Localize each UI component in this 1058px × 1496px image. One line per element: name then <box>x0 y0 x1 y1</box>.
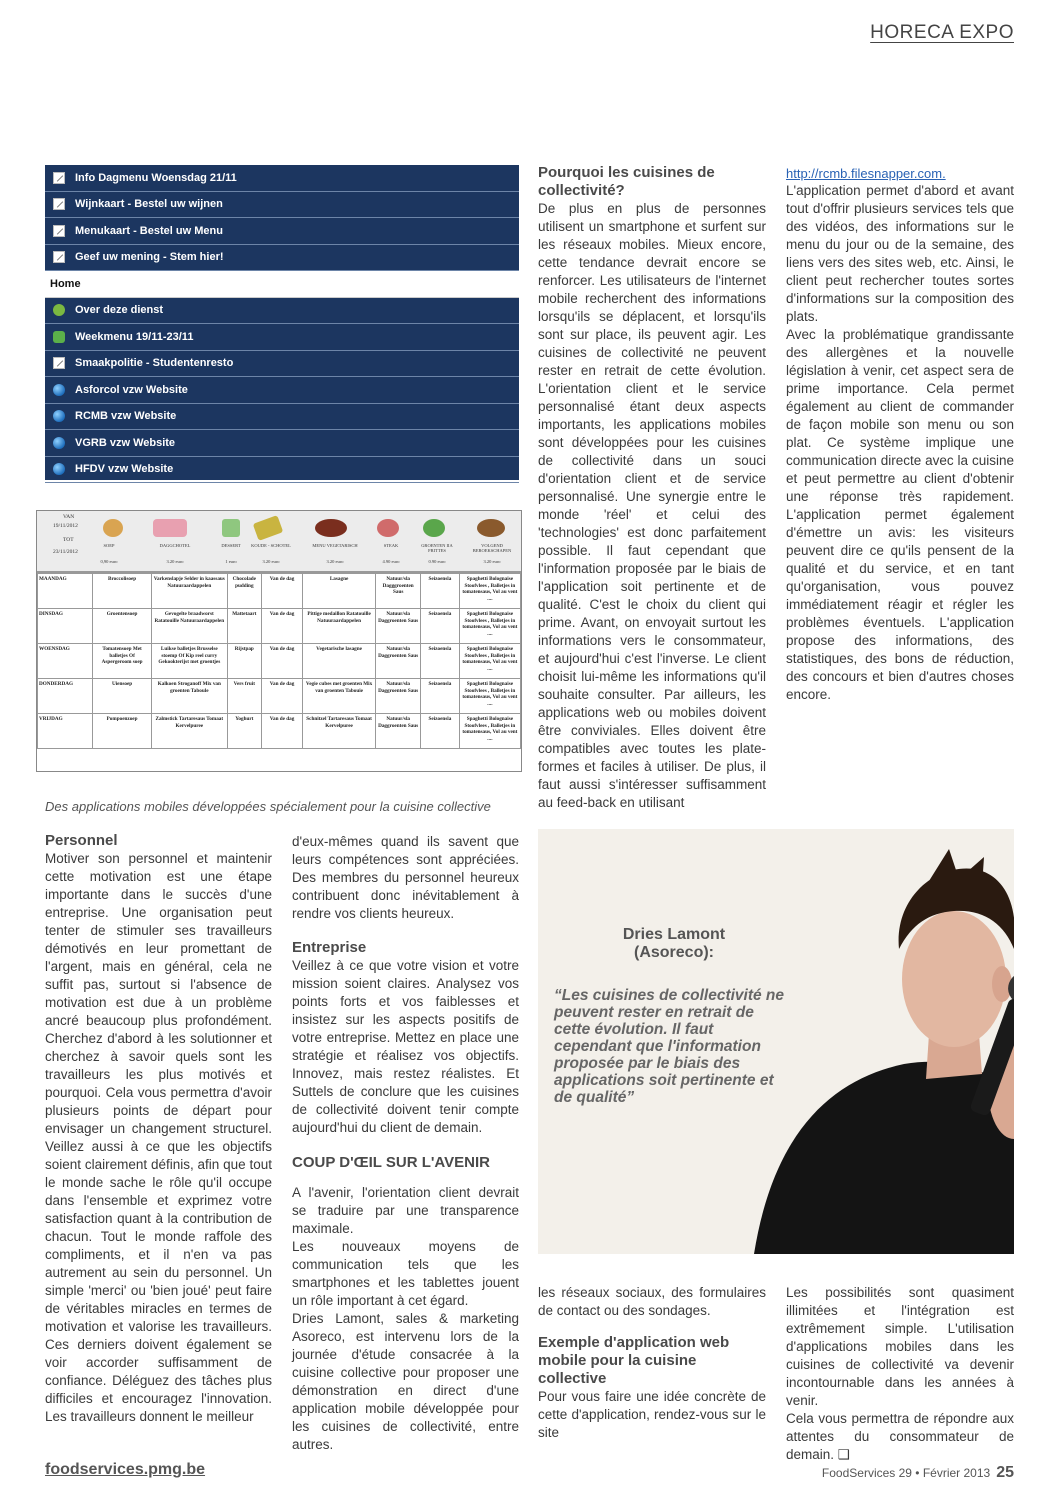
menu-item[interactable] <box>45 404 519 431</box>
document-icon <box>53 198 65 210</box>
globe-icon <box>53 437 65 449</box>
table-cell: Varkenslapje Selder in kaassaus Natuuraardappelen <box>152 574 227 609</box>
menu-item[interactable] <box>45 351 519 378</box>
table-cell: Luikse balletjes Brusselse stoemp Of Kip reel curry Gekookterijst met groentjes <box>152 644 227 679</box>
menu-item-label: VGRB vzw Website <box>75 436 176 449</box>
table-cell: Van de dag <box>262 609 303 644</box>
menu-item[interactable] <box>45 271 519 298</box>
column-price: 0.90 euro <box>428 559 446 564</box>
menu-item-label: Asforcol vzw Website <box>75 383 188 396</box>
column-personnel <box>45 832 272 1426</box>
table-cell: Zalmstick Tartaresaus Tomaat Kervelpuree <box>152 714 227 749</box>
feedback-text: les réseaux sociaux, des formulaires de contact ou des sondages. <box>538 1285 766 1318</box>
table-cell: Gevogelte braadworst Ratatouille Natuuraardappelen <box>152 609 227 644</box>
menu-item-label: Weekmenu 19/11-23/11 <box>75 330 194 343</box>
menu-item[interactable] <box>45 192 519 219</box>
menu-item-label: HFDV vzw Website <box>75 463 174 476</box>
vegetables-icon <box>423 519 445 537</box>
daily-dish-icon <box>153 519 187 537</box>
heading-entreprise: Entreprise <box>292 939 367 956</box>
heading-pourquoi: Pourquoi les cuisines de collectivité? <box>538 164 715 199</box>
table-cell: Groentensoep <box>93 609 152 644</box>
menu-item[interactable] <box>45 245 519 272</box>
table-cell: Spaghetti Bolognaise Stoofvlees , Balletjes in tomatensaus, Vol au vent .... <box>459 644 520 679</box>
day-cell: DONDERDAG <box>38 679 93 714</box>
quote-organization: (Asoreco): <box>633 944 714 961</box>
table-cell: Seizoensla <box>421 714 460 749</box>
heading-personnel: Personnel <box>45 832 118 849</box>
table-cell: Kalkoen Stroganoff Mix van groenten Taboule <box>152 679 227 714</box>
menu-item-label: Over deze dienst <box>75 304 164 317</box>
menu-item[interactable] <box>45 165 519 192</box>
table-row <box>38 644 521 679</box>
column-price: 3.20 euro <box>166 559 184 564</box>
quote-name: Dries Lamont <box>622 926 726 943</box>
table-cell: Natuur/sla Daggroenten Saus <box>376 679 421 714</box>
column-header: GROENTEN IIA FRITTES <box>421 543 453 553</box>
table-cell: Natuur/sla Dagggroenten Saus <box>376 574 421 609</box>
personnel-text-cont: d'eux-mêmes quand ils savent que leurs compétences sont appréciées. Des membres du personnel heureux contribuent donc inévitablement à rendre vos clients heureux. <box>292 834 519 921</box>
heading-exemple: Exemple d'application web mobile pour la cuisine collective <box>538 1334 730 1387</box>
heading-avenir: COUP D'ŒIL SUR L'AVENIR <box>292 1154 490 1171</box>
menu-item-label: Wijnkaart - Bestel uw wijnen <box>75 198 223 211</box>
tot-date: 23/11/2012 <box>53 549 78 555</box>
calendar-icon <box>53 331 65 343</box>
rcmb-link[interactable]: http://rcmb.filesnapper.com. <box>786 166 946 181</box>
table-cell: Lasagne <box>302 574 375 609</box>
menu-item[interactable] <box>45 457 519 484</box>
menu-item-label: RCMB vzw Website <box>75 410 177 423</box>
table-cell: Chocolade pudding <box>227 574 262 609</box>
table-cell: Vers fruit <box>227 679 262 714</box>
figure-caption: Des applications mobiles développées spécialement pour la cuisine collective <box>45 799 491 814</box>
menu-item-label: Home <box>50 277 81 290</box>
column-header: MENU VEGETARISCH <box>312 543 358 548</box>
table-cell: Natuur/sla Daggroenten Saus <box>376 644 421 679</box>
soup-icon <box>103 519 123 537</box>
menu-item[interactable] <box>45 377 519 404</box>
menu-grid <box>37 573 521 749</box>
document-icon <box>53 357 65 369</box>
day-cell: MAANDAG <box>38 574 93 609</box>
conclusion-text-1: Les possibilités sont quasiment illimitées et l'intégration est extrêmement simple. L'utilisation d'applications mobiles dans les cuisines de collectivité va devenir incontournable dans les années à venir. <box>786 1285 1014 1408</box>
menu-item[interactable] <box>45 324 519 351</box>
column-header: DAGGCHOTEL <box>159 543 191 548</box>
menu-item-label: Info Dagmenu Woensdag 21/11 <box>75 171 237 184</box>
column-application <box>786 166 1014 704</box>
table-cell: Natuur/sla Daggroenten Saus <box>376 609 421 644</box>
avenir-text-3: Dries Lamont, sales & marketing Asoreco, est intervenu lors de la journée d'étude consacrée à la cuisine collective pour proposer une démonstration en direct d'une application mobile développée pour les cuisines de collectivité, entre autres. <box>292 1311 519 1452</box>
table-row <box>38 609 521 644</box>
table-cell: Mattetaart <box>227 609 262 644</box>
cold-dish-icon <box>253 515 284 541</box>
table-cell: Spaghetti Bolognaise Stoofvlees , Balletjes in tomatensaus, Vol au vent .... <box>459 609 520 644</box>
entreprise-text: Veillez à ce que votre vision et votre mission soient claires. Analysez vos points forts et vos faiblesses et insistez sur les aspects positifs de votre entreprise. Mettez en place une stratégie et réalisez vos objectifs. Innovez, mais restez réalistes. Et Suttels de conclure que les cuisines de collectivité doivent tenir compte aujourd'hui du client de demain. <box>292 958 519 1135</box>
globe-icon <box>53 410 65 422</box>
column-price: 0,90 euro <box>100 559 118 564</box>
table-cell: Spaghetti Bolognaise Stoofvlees , Balletjes in tomatensaus, Vol au vent .... <box>459 574 520 609</box>
table-cell: Van de dag <box>262 644 303 679</box>
table-cell: Vegetarische lasagne <box>302 644 375 679</box>
column-price: 3.20 euro <box>326 559 344 564</box>
application-text-1: L'application permet d'abord et avant tout d'offrir plusieurs services tels que des vidéos, des informations sur le menu du jour ou de la semaine, des liens vers des sites web, etc. Ainsi, le client peut rechercher toutes sortes d'informations sur la composition des plats. <box>786 183 1014 324</box>
menu-item[interactable] <box>45 218 519 245</box>
table-header <box>37 511 521 573</box>
table-cell: Van de dag <box>262 714 303 749</box>
day-cell: DINSDAG <box>38 609 93 644</box>
van-label: VAN <box>63 514 75 520</box>
column-exemple <box>538 1284 766 1442</box>
footer-issue <box>822 1464 1014 1482</box>
table-cell: Seizoensla <box>421 679 460 714</box>
dessert-icon <box>222 519 240 537</box>
column-price: 1 euro <box>225 559 237 564</box>
quote-photo-box <box>538 829 1014 1254</box>
document-icon <box>53 251 65 263</box>
vegetarian-icon <box>315 519 347 537</box>
personnel-text: Motiver son personnel et maintenir cette motivation est une étape importante dans le succès d'une entreprise. Une organisation peut tenter de stimuler ses travailleurs démotivés en leur promettant de l'argent, mais en général, cela ne suffit pas, surtout si l'absence de motivation est due à un problème ancré beaucoup plus profondément. Cherchez d'abord à les solutionner et cherchez à savoir quels sont les travailleurs les plus motivés et pourquoi. Cela vous permettra d'avoir plusieurs points de départ pour envisager un changement structurel. Veillez aussi à ce que les objectifs soient clairement définis, afin que tout le monde sache le rôle qu'il occupe dans l'ensemble et exprimez votre satisfaction quant à la contribution de chacun. Tout le monde raffole des compliments, et il n'en va pas autrement au sein du personnel. Un simple 'merci' ou 'bien joué' peut faire de véritables miracles en termes de motivation et valorise les travailleurs. Ces derniers doivent également se voir accorder suffisamment de confiance. Déléguez des tâches plus difficiles et encouragez l'innovation. Les travailleurs donnent le meilleur <box>45 851 272 1424</box>
quote-attribution <box>554 926 794 962</box>
column-entreprise <box>292 833 519 1454</box>
globe-icon <box>53 384 65 396</box>
table-cell: Van de dag <box>262 574 303 609</box>
column-pourquoi <box>538 164 766 812</box>
column-header: STEAK <box>383 543 399 548</box>
table-cell: Van de dag <box>262 679 303 714</box>
column-header: SOEP <box>103 543 115 548</box>
table-row <box>38 714 521 749</box>
issue-label: FoodServices 29 • Février 2013 <box>821 1466 991 1480</box>
column-conclusion <box>786 1284 1014 1464</box>
table-cell: Seizoensla <box>421 574 460 609</box>
exemple-text: Pour vous faire une idée concrète de cette d'application, rendez-vous sur le site <box>538 1389 766 1440</box>
day-cell: WOENSDAG <box>38 644 93 679</box>
menu-item-label: Menukaart - Bestel uw Menu <box>75 224 223 237</box>
table-row <box>38 679 521 714</box>
column-header: DESSERT <box>221 543 241 548</box>
table-cell: Seizoensla <box>421 644 460 679</box>
table-cell: Pompoenzoep <box>93 714 152 749</box>
column-price: 4.90 euro <box>382 559 400 564</box>
menu-item-label: Smaakpolitie - Studentenresto <box>75 357 234 370</box>
weekly-menu-table <box>36 510 522 772</box>
day-cell: VRIJDAG <box>38 714 93 749</box>
avenir-text-1: A l'avenir, l'orientation client devrait se traduire par une transparence maximale. <box>292 1185 519 1236</box>
table-cell: Schnitzel Tartaresaus Tomaat Kervelpuree <box>302 714 375 749</box>
column-header: VOLGEND BEROEKSCHAPEN <box>472 543 512 553</box>
page-number: 25 <box>996 1464 1014 1481</box>
menu-item[interactable] <box>45 298 519 325</box>
menu-item[interactable] <box>45 430 519 457</box>
application-text-2: Avec la problématique grandissante des allergènes et la nouvelle législation à venir, cet aspect sera de prime importance. Cela permet également au client de commander de façon mobile son menu ou son plat. Ce système implique une communication directe avec la cuisine et peut permettre au client d'obtenir une réponse très rapidement. L'application permet également d'émettre un avis: les visiteurs peuvent dire ce qu'ils pensent de la qualité et du service, et en tant qu'organisation, vous pouvez immédiatement réagir et régler les problèmes éventuels. L'application propose des informations, des statistiques, des bons de réduction, des concours et bien d'autres choses encore. <box>786 327 1014 702</box>
table-cell: Spaghetti Bolognaise Stoofvlees , Balletjes in tomatensaus, Vol au vent .... <box>459 679 520 714</box>
table-cell: Seizoensla <box>421 609 460 644</box>
phone-menu-screenshot <box>45 165 519 480</box>
table-cell: Tomatensoep Met balletjes Of Aspergeroom soep <box>93 644 152 679</box>
menu-item-label: Geef uw mening - Stem hier! <box>75 251 224 264</box>
table-cell: Vegie cubes met groenten Mix van groenten Tabouie <box>302 679 375 714</box>
footer-website[interactable]: foodservices.pmg.be <box>45 1461 206 1478</box>
column-header: KOUDE - SCHOTEL <box>251 543 291 548</box>
column-price: 3.20 euro <box>262 559 280 564</box>
tot-label: TOT <box>63 537 74 543</box>
table-cell: Uiensoep <box>93 679 152 714</box>
avenir-text-2: Les nouveaux moyens de communication tels que les smartphones et les tablettes jouent un rôle important à cet égard. <box>292 1239 519 1308</box>
document-icon <box>53 225 65 237</box>
pull-quote: “Les cuisines de collectivité ne peuvent rester en retrait de cette évolution. Il faut cependant que l'information proposée par le biais des applications soit pertinente et de qualité” <box>554 987 785 1106</box>
globe-icon <box>53 463 65 475</box>
table-cell: Broccolisoep <box>93 574 152 609</box>
pourquoi-text: De plus en plus de personnes utilisent un smartphone et surfent sur les réseaux mobiles. Mieux encore, cette tendance devrait encore se renforcer. Les utilisateurs de l'internet mobile recherchent des informations lorsqu'ils se déplacent, et lorsqu'ils sont sur place, ils peuvent agir. Les cuisines de collectivité ne peuvent rester en retrait de cette évolution. L'orientation client et le service personnalisé étant deux aspects importants, les applications mobiles sont développées pour les cuisines de collectivité dans un souci d'orientation client et de service personnalisé. Une synergie entre le monde 'réel' et celui des 'technologies' est donc parfaitement possible. Il faut cependant que l'information proposée par le biais de l'application soit pertinente et de qualité. C'est le choix du client qui prime. Avant, on envoyait surtout les informations vers le consommateur, et aujourd'hui c'est l'inverse. Le client choisit lui-même les informations qu'il souhaite consulter. Par ailleurs, les applications web ou mobiles doivent être conviviales. Elles doivent être compatibles avec toutes les plate-formes et faciles à utiliser. De plus, il faut aussi s'intéresser suffisamment au feed-back en utilisant <box>538 201 766 810</box>
table-cell: Spaghetti Bolognaise Stoofvlees , Balletjes in tomatensaus, Vol au vent .... <box>459 714 520 749</box>
info-icon <box>53 304 65 316</box>
column-price: 3.20 euro <box>483 559 501 564</box>
document-icon <box>53 172 65 184</box>
pasta-icon <box>477 519 505 537</box>
conclusion-text-2: Cela vous permettra de répondre aux attentes du consommateur de demain. ❑ <box>786 1411 1014 1462</box>
table-cell: Pittige medaillon Ratatouille Natuuraardappelen <box>302 609 375 644</box>
table-cell: Yoghurt <box>227 714 262 749</box>
table-row <box>38 574 521 609</box>
steak-icon <box>377 519 399 537</box>
van-date: 19/11/2012 <box>53 523 78 529</box>
table-cell: Natuur/sla Daggroenten Saus <box>376 714 421 749</box>
section-tag: HORECA EXPO <box>870 22 1014 43</box>
table-cell: Rijstpap <box>227 644 262 679</box>
